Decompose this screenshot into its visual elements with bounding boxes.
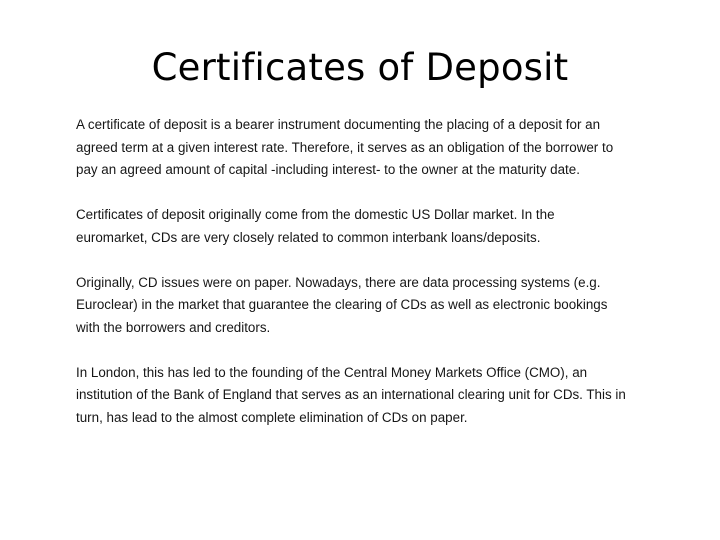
- paragraph-definition: [76, 114, 636, 182]
- paragraph-issues: [76, 272, 636, 340]
- text-line: Euroclear) in the market that guarantee the clearing of CDs as well as electronic bookings: [76, 297, 608, 312]
- text-line: In London, this has led to the founding of the Central Money Markets Office (CMO), an: [76, 364, 588, 380]
- slide-title: Certificates of Deposit: [151, 46, 569, 89]
- text-line: euromarket, CDs are very closely related to common interbank loans/deposits.: [76, 229, 541, 245]
- text-line: Certificates of deposit originally come from the domestic US Dollar market. In the: [76, 207, 555, 222]
- text-line: pay an agreed amount of capital -including interest- to the owner at the maturity date.: [76, 162, 580, 177]
- slide-body: [76, 114, 636, 452]
- paragraph-origin: [76, 204, 636, 249]
- text-line: with the borrowers and creditors.: [76, 319, 271, 335]
- paragraph-london: [76, 362, 636, 430]
- text-line: turn, has lead to the almost complete elimination of CDs on paper.: [76, 409, 468, 425]
- text-line: A certificate of deposit is a bearer instrument documenting the placing of a deposit for an: [76, 117, 601, 132]
- text-line: Originally, CD issues were on paper. Nowadays, there are data processing systems (e.g.: [76, 274, 601, 290]
- text-line: institution of the Bank of England that serves as an international clearing unit for CDs. This in: [76, 387, 626, 402]
- text-line: agreed term at a given interest rate. Therefore, it serves as an obligation of the borrower to: [76, 139, 614, 155]
